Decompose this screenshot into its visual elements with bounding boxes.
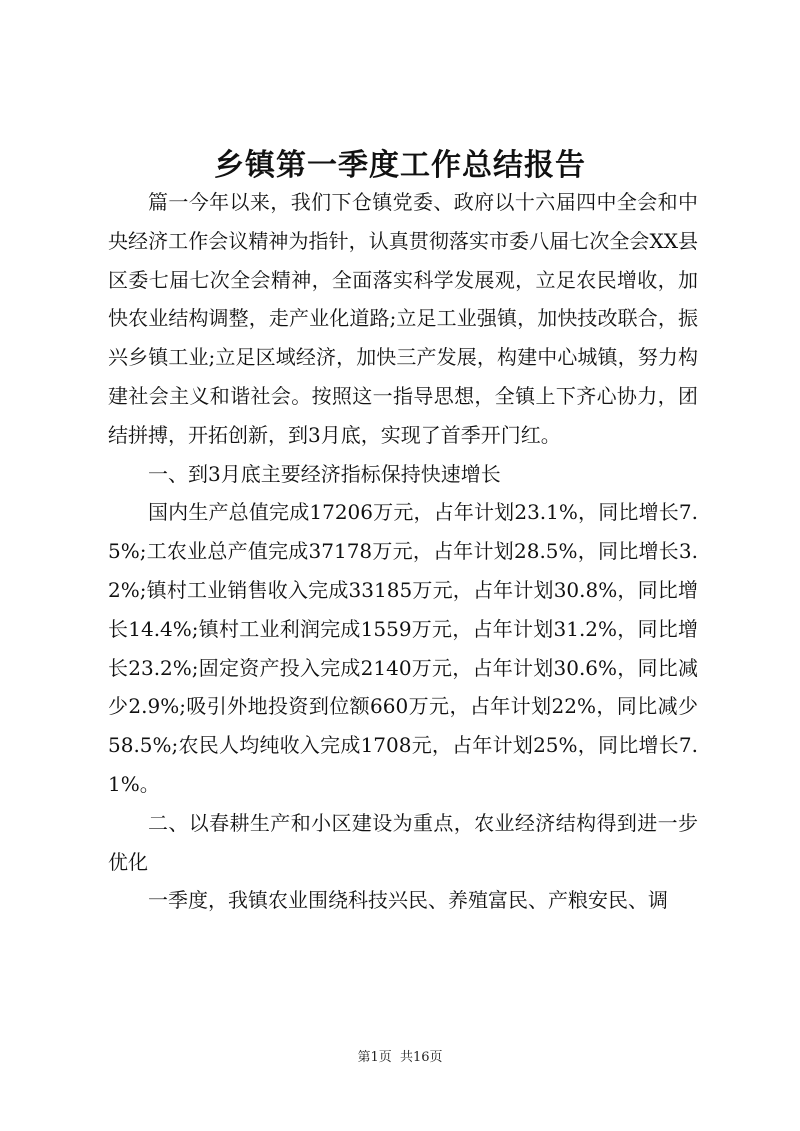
section-heading-2: 二、以春耕生产和小区建设为重点，农业经济结构得到进一步优化	[108, 810, 698, 874]
page-total: 共16页	[399, 1050, 443, 1065]
section-heading-1: 一、到3月底主要经济指标保持快速增长	[148, 461, 501, 486]
document-body	[108, 183, 698, 920]
page-footer	[0, 1046, 800, 1065]
page-title: 乡镇第一季度工作总结报告	[214, 148, 586, 183]
page-number: 第1页	[357, 1050, 392, 1065]
paragraph-intro: 篇一今年以来，我们下仓镇党委、政府以十六届四中全会和中央经济工作会议精神为指针，认真贯彻落实市委八届七次全会XX县区委七届七次全会精神，全面落实科学发展观，立足农民增收，加快农业结构调整，走产业化道路;立足工业强镇，加快技改联合，振兴乡镇工业;立足区域经济，加快三产发展，构建中心城镇，努力构建社会主义和谐社会。按照这一指导思想，全镇上下齐心协力，团结拼搏，开拓创新，到3月底，实现了首季开门红。	[108, 190, 698, 447]
paragraph-agriculture: 一季度，我镇农业围绕科技兴民、养殖富民、产粮安民、调	[148, 888, 668, 913]
paragraph-indicators: 国内生产总值完成17206万元，占年计划23.1%，同比增长7.5%;工农业总产值完成37178万元，占年计划28.5%，同比增长3.2%;镇村工业销售收入完成33185万元，占年计划30.8%，同比增长14.4%;镇村工业利润完成1559万元，占年计划31.2%，同比增长23.2%;固定资产投入完成2140万元，占年计划30.6%，同比减少2.9%;吸引外地投资到位额660万元，占年计划22%，同比减少58.5%;农民人均纯收入完成1708元，占年计划25%，同比增长7.1%。	[108, 500, 698, 796]
